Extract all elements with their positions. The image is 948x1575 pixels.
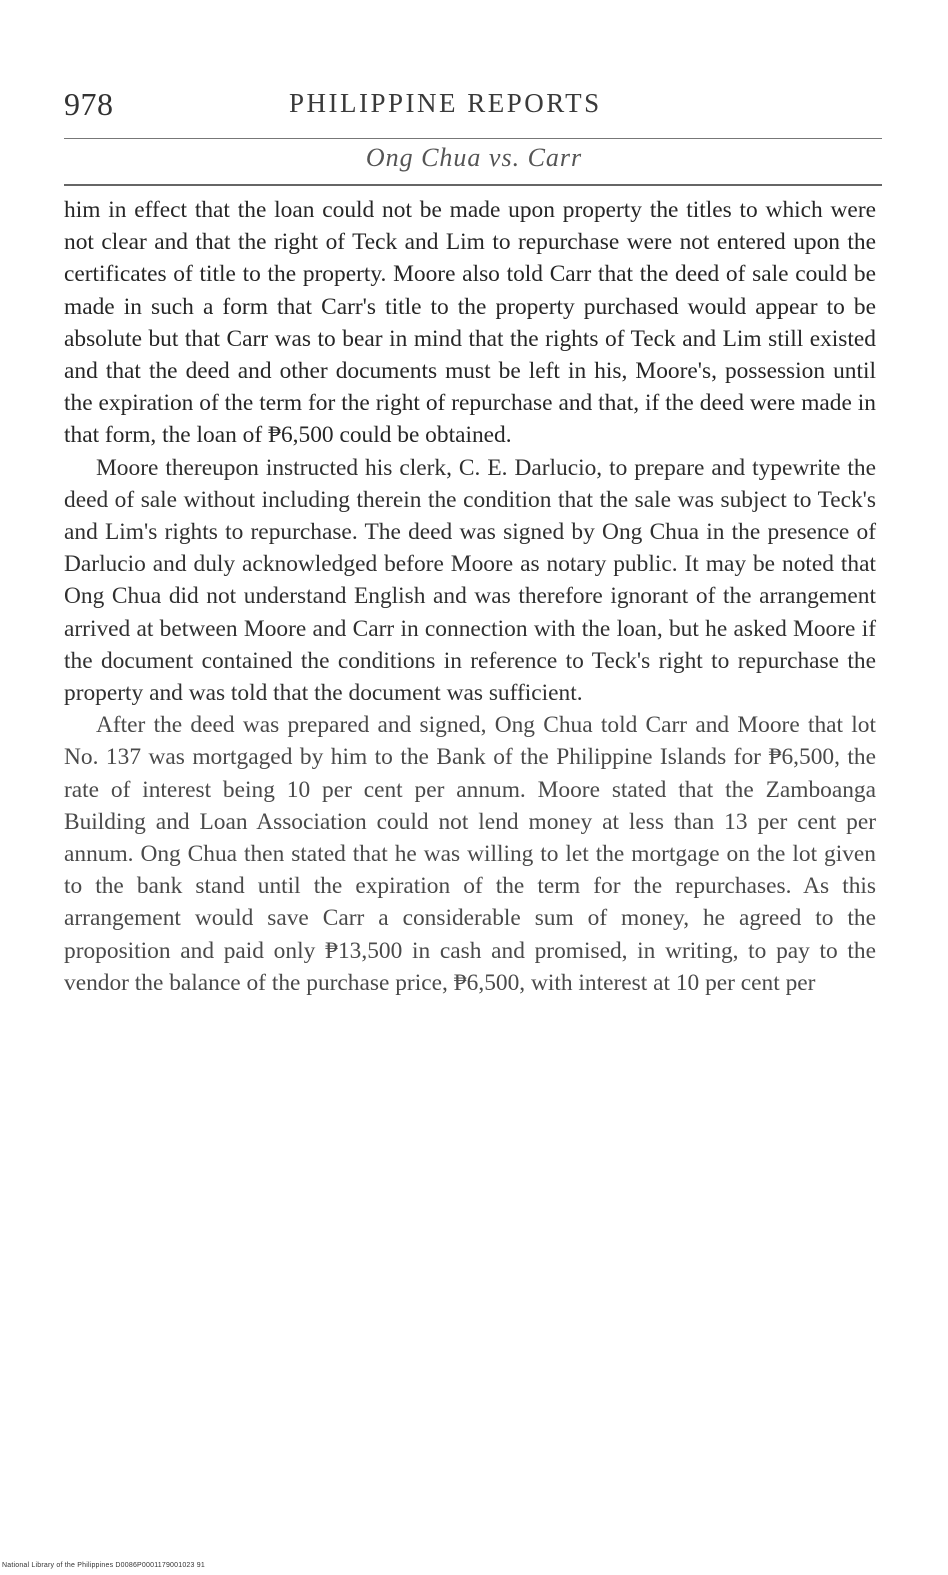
page-number: 978	[64, 86, 114, 122]
running-title: PHILIPPINE REPORTS	[289, 88, 602, 118]
paragraph-3: After the deed was prepared and signed, Ong Chua told Carr and Moore that lot No. 137 was mortgaged by him to the Bank of the Philippine Islands for ₱6,500, the rate of interest being 10 per cent per annum. Moore stated that the Zamboanga Building and Loan Association could not lend money at less than 13 per cent per annum. Ong Chua then stated that he was willing to let the mortgage on the lot given to the bank stand until the expiration of the term for the repurchases. As this arrangement would save Carr a considerable sum of money, he agreed to the proposition and paid only ₱13,500 in cash and promised, in writing, to pay to the vendor the balance of the purchase price, ₱6,500, with interest at 10 per cent per	[64, 712, 876, 996]
paragraph-1: him in effect that the loan could not be made upon property the titles to which were not clear and that the right of Teck and Lim to repurchase were not entered upon the certificates of title to the property. Moore also told Carr that the deed of sale could be made in such a form that Carr's title to the property purchased would appear to be absolute but that Carr was to bear in mind that the rights of Teck and Lim still existed and that the deed and other documents must be left in his, Moore's, possession until the expiration of the term for the right of repurchase and that, if the deed were made in that form, the loan of ₱6,500 could be obtained.	[64, 197, 876, 449]
header-rule-top	[64, 138, 882, 139]
paragraph-2: Moore thereupon instructed his clerk, C. E. Darlucio, to prepare and typewrite the deed of sale without including therein the condition that the sale was subject to Teck's and Lim's rights to repurchase. The deed was signed by Ong Chua in the presence of Darlucio and duly acknowledged before Moore as notary public. It may be noted that Ong Chua did not understand English and was therefore ignorant of the arrangement arrived at between Moore and Carr in connection with the loan, but he asked Moore if the document contained the conditions in reference to Teck's right to repurchase the property and was told that the document was sufficient.	[64, 454, 876, 707]
page-header	[64, 86, 874, 130]
scan-credit: National Library of the Philippines D0086P0001179001023 91	[2, 1562, 205, 1569]
body-text	[64, 194, 876, 999]
case-title: Ong Chua vs. Carr	[365, 143, 583, 172]
header-rule-bottom	[64, 184, 882, 186]
